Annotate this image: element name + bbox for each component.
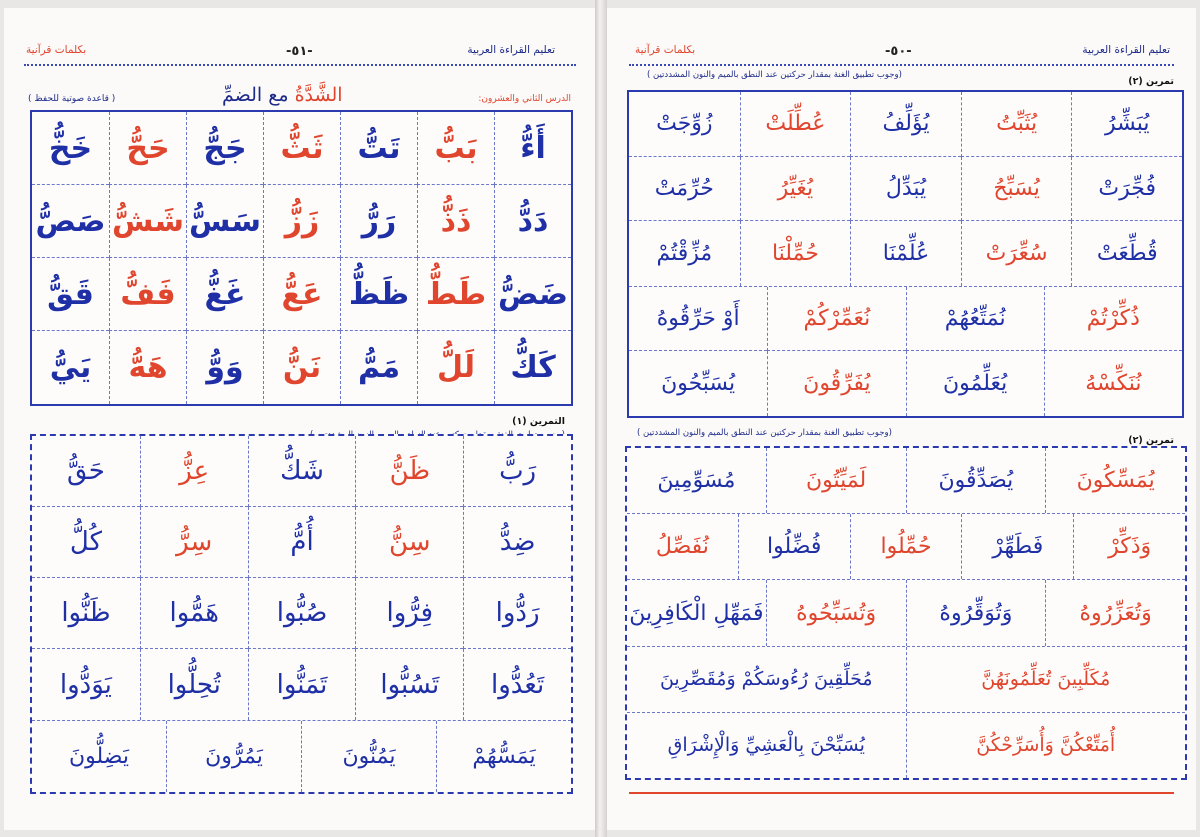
word-cell: مُحَلِّقِينَ رُءُوسَكُمْ وَمُقَصِّرِينَ [627, 647, 907, 712]
word-cell: مَمُّ [340, 331, 417, 404]
word-cell: يَضِلُّونَ [32, 721, 167, 792]
word-cell: يُثَبِّتُ [961, 92, 1072, 157]
exercise-2a-grid-lower [629, 287, 1182, 416]
word-cell: وَتُوَقِّرُوهُ [907, 580, 1047, 645]
exercise-2b-note: (وجوب تطبيق الغنة بمقدار حركتين عند النطق بالميم والنون المشددتين ) [637, 428, 892, 438]
word-cell: ذُكِّرْتُمْ [1044, 287, 1182, 352]
word-cell: صُبُّوا [248, 578, 356, 649]
word-cell: يَيُّ [49, 350, 92, 385]
word-cell: شَكُّ [248, 436, 356, 507]
word-cell: سُعِّرَتْ [961, 221, 1072, 286]
word-cell: قُطِّعَتْ [1071, 221, 1182, 286]
word-cell: وَتُسَبِّحُوهُ [767, 580, 907, 645]
letters-table [30, 110, 573, 406]
word-cell: يُسَبِّحْنَ بِالْعَشِيِّ وَالْإِشْرَاقِ [627, 713, 907, 778]
exercise-2a-grid [629, 92, 1182, 287]
left-header-subtitle: بكلمات قرآنية [26, 44, 87, 56]
word-cell: يُفَرِّقُونَ [767, 351, 905, 416]
exercise-2b-table [625, 446, 1187, 780]
phonetic-rule-note: ( قاعدة صوتية للحفظ ) [28, 94, 116, 104]
word-cell: سِرُّ [140, 507, 248, 578]
exercise-2a-note: (وجوب تطبيق الغنة بمقدار حركتين عند النطق بالميم والنون المشددتين ) [647, 70, 902, 80]
word-cell: فِرُّوا [355, 578, 463, 649]
word-cell: رَبُّ [463, 436, 571, 507]
word-cell: حَقُّ [32, 436, 140, 507]
word-cell: يُبَدِّلُ [850, 157, 961, 222]
word-cell: جَجُّ [186, 112, 263, 185]
word-cell: تَتُّ [340, 112, 417, 185]
left-header-divider [24, 64, 576, 66]
word-cell: ظَنُّوا [32, 578, 140, 649]
word-cell: يُغَيِّرُ [740, 157, 851, 222]
word-cell: عُلِّمْنَا [850, 221, 961, 286]
book-spine [595, 0, 607, 837]
word-cell: فُضِّلُوا [739, 514, 851, 579]
word-cell: هَمُّوا [140, 578, 248, 649]
word-cell: سَسُّ [186, 185, 263, 258]
word-cell: نُمَتِّعُهُمْ [906, 287, 1044, 352]
word-cell: عَعُّ [263, 258, 340, 331]
word-cell: قَقُّ [32, 258, 109, 331]
word-cell: زُوِّجَتْ [629, 92, 740, 157]
exercise-2a-table [627, 90, 1184, 418]
word-cell: نَنُّ [263, 331, 340, 404]
word-cell: أُمَتِّعْكُنَّ وَأُسَرِّحْكُنَّ [976, 734, 1116, 757]
word-cell: يَوَدُّوا [59, 669, 112, 700]
word-cell: تَعُدُّوا [463, 649, 571, 720]
exercise-2b-row [627, 712, 1185, 778]
right-footer-rule [629, 792, 1174, 794]
word-cell: أُمُّ [248, 507, 356, 578]
word-cell: وَوُّ [186, 331, 263, 404]
word-cell: لَمَيِّتُونَ [767, 448, 907, 513]
word-cell: حُمِّلْنَا [740, 221, 851, 286]
word-cell: طَطُّ [417, 258, 494, 331]
exercise-2b-row [627, 448, 1185, 513]
title-with-damma: مع الضمِّ [222, 84, 289, 106]
word-cell: بَبُّ [417, 112, 494, 185]
left-header-book-title: تعليم القراءة العربية [467, 44, 555, 56]
word-cell: يُسَبِّحُ [961, 157, 1072, 222]
word-cell: أَوْ حَرِّقُوهُ [629, 287, 767, 352]
word-cell: ضَضُّ [494, 258, 571, 331]
word-cell: يُصَدِّقُونَ [907, 448, 1047, 513]
right-header-subtitle: بكلمات قرآنية [635, 44, 696, 56]
word-cell: تَسُبُّوا [355, 649, 463, 720]
word-cell: نُفَصِّلُ [627, 514, 739, 579]
left-page [4, 8, 595, 830]
word-cell: كُلُّ [32, 507, 140, 578]
word-cell: ثَثُّ [263, 112, 340, 185]
word-cell: زَزُّ [263, 185, 340, 258]
word-cell: لَلُّ [417, 331, 494, 404]
word-cell: يَمُرُّونَ [167, 721, 302, 792]
word-cell: فُجِّرَتْ [1071, 157, 1182, 222]
exercise-2b-row [627, 646, 1185, 712]
exercise-1-last-row [32, 721, 571, 792]
word-cell: ذَذُّ [417, 185, 494, 258]
word-cell: يُبَشِّرُ [1071, 92, 1182, 157]
word-cell: رَدُّوا [463, 578, 571, 649]
word-cell: سِنُّ [355, 507, 463, 578]
right-page [607, 8, 1196, 830]
word-cell: نُنَكِّسْهُ [1044, 351, 1182, 416]
word-cell: ضِدُّ [463, 507, 571, 578]
word-cell: غَغُّ [186, 258, 263, 331]
word-cell: عُطِّلَتْ [740, 92, 851, 157]
word-cell: حُرِّمَتْ [629, 157, 740, 222]
word-cell: ظَظُّ [340, 258, 417, 331]
word-cell: حُمِّلُوا [851, 514, 963, 579]
word-cell: شَشُّ [109, 185, 186, 258]
word-cell: يَمَسُّهُمْ [472, 744, 536, 769]
word-cell: يُسَبِّحُونَ [661, 371, 736, 397]
word-cell: يَمُنُّونَ [302, 721, 437, 792]
lesson-title [222, 84, 343, 106]
word-cell: خَخُّ [32, 112, 109, 185]
word-cell: مُزِّقْتُمْ [656, 240, 713, 266]
word-cell: كَكُّ [494, 331, 571, 404]
exercise-1-label: التمرين (١) [512, 416, 565, 427]
exercise-2b-row [627, 579, 1185, 645]
word-cell: فَمَهِّلِ الْكَافِرِينَ [627, 580, 767, 645]
word-cell: فَفُّ [109, 258, 186, 331]
word-cell: وَذَكِّرْ [1108, 534, 1152, 560]
word-cell: صَصُّ [32, 185, 109, 258]
right-page-number: -٥٠- [885, 44, 912, 59]
word-cell: ظَنُّ [355, 436, 463, 507]
word-cell: يُؤَلِّفُ [850, 92, 961, 157]
word-cell: مُكَلِّبِينَ تُعَلِّمُونَهُنَّ [981, 668, 1111, 691]
word-cell: يُمَسِّكُونَ [1076, 468, 1155, 494]
exercise-1-grid [32, 436, 571, 721]
exercise-1-table [30, 434, 573, 794]
exercise-2b-row [627, 513, 1185, 579]
word-cell: تُحِلُّوا [140, 649, 248, 720]
word-cell: وَتُعَزِّرُوهُ [1079, 600, 1152, 626]
word-cell: هَهُّ [109, 331, 186, 404]
word-cell: دَدُّ [494, 185, 571, 258]
left-page-number: -٥١- [286, 44, 313, 59]
word-cell: مُسَوِّمِينَ [627, 448, 767, 513]
title-shadda: الشَّدَّةُ [294, 84, 343, 106]
word-cell: أَءُّ [494, 112, 571, 185]
right-header-divider [629, 64, 1174, 66]
word-cell: عِزُّ [140, 436, 248, 507]
word-cell: فَطَهِّرْ [962, 514, 1074, 579]
word-cell: يُعَلِّمُونَ [906, 351, 1044, 416]
word-cell: حَحُّ [109, 112, 186, 185]
word-cell: تَمَنُّوا [248, 649, 356, 720]
word-cell: رَرُّ [340, 185, 417, 258]
exercise-2b-label: تمرين (٢) [1128, 435, 1174, 446]
lesson-label: الدرس الثاني والعشرون: [478, 94, 571, 104]
exercise-2a-label: تمرين (٢) [1128, 76, 1174, 87]
right-header-book-title: تعليم القراءة العربية [1082, 44, 1170, 56]
word-cell: نُعَمِّرْكُمْ [767, 287, 905, 352]
